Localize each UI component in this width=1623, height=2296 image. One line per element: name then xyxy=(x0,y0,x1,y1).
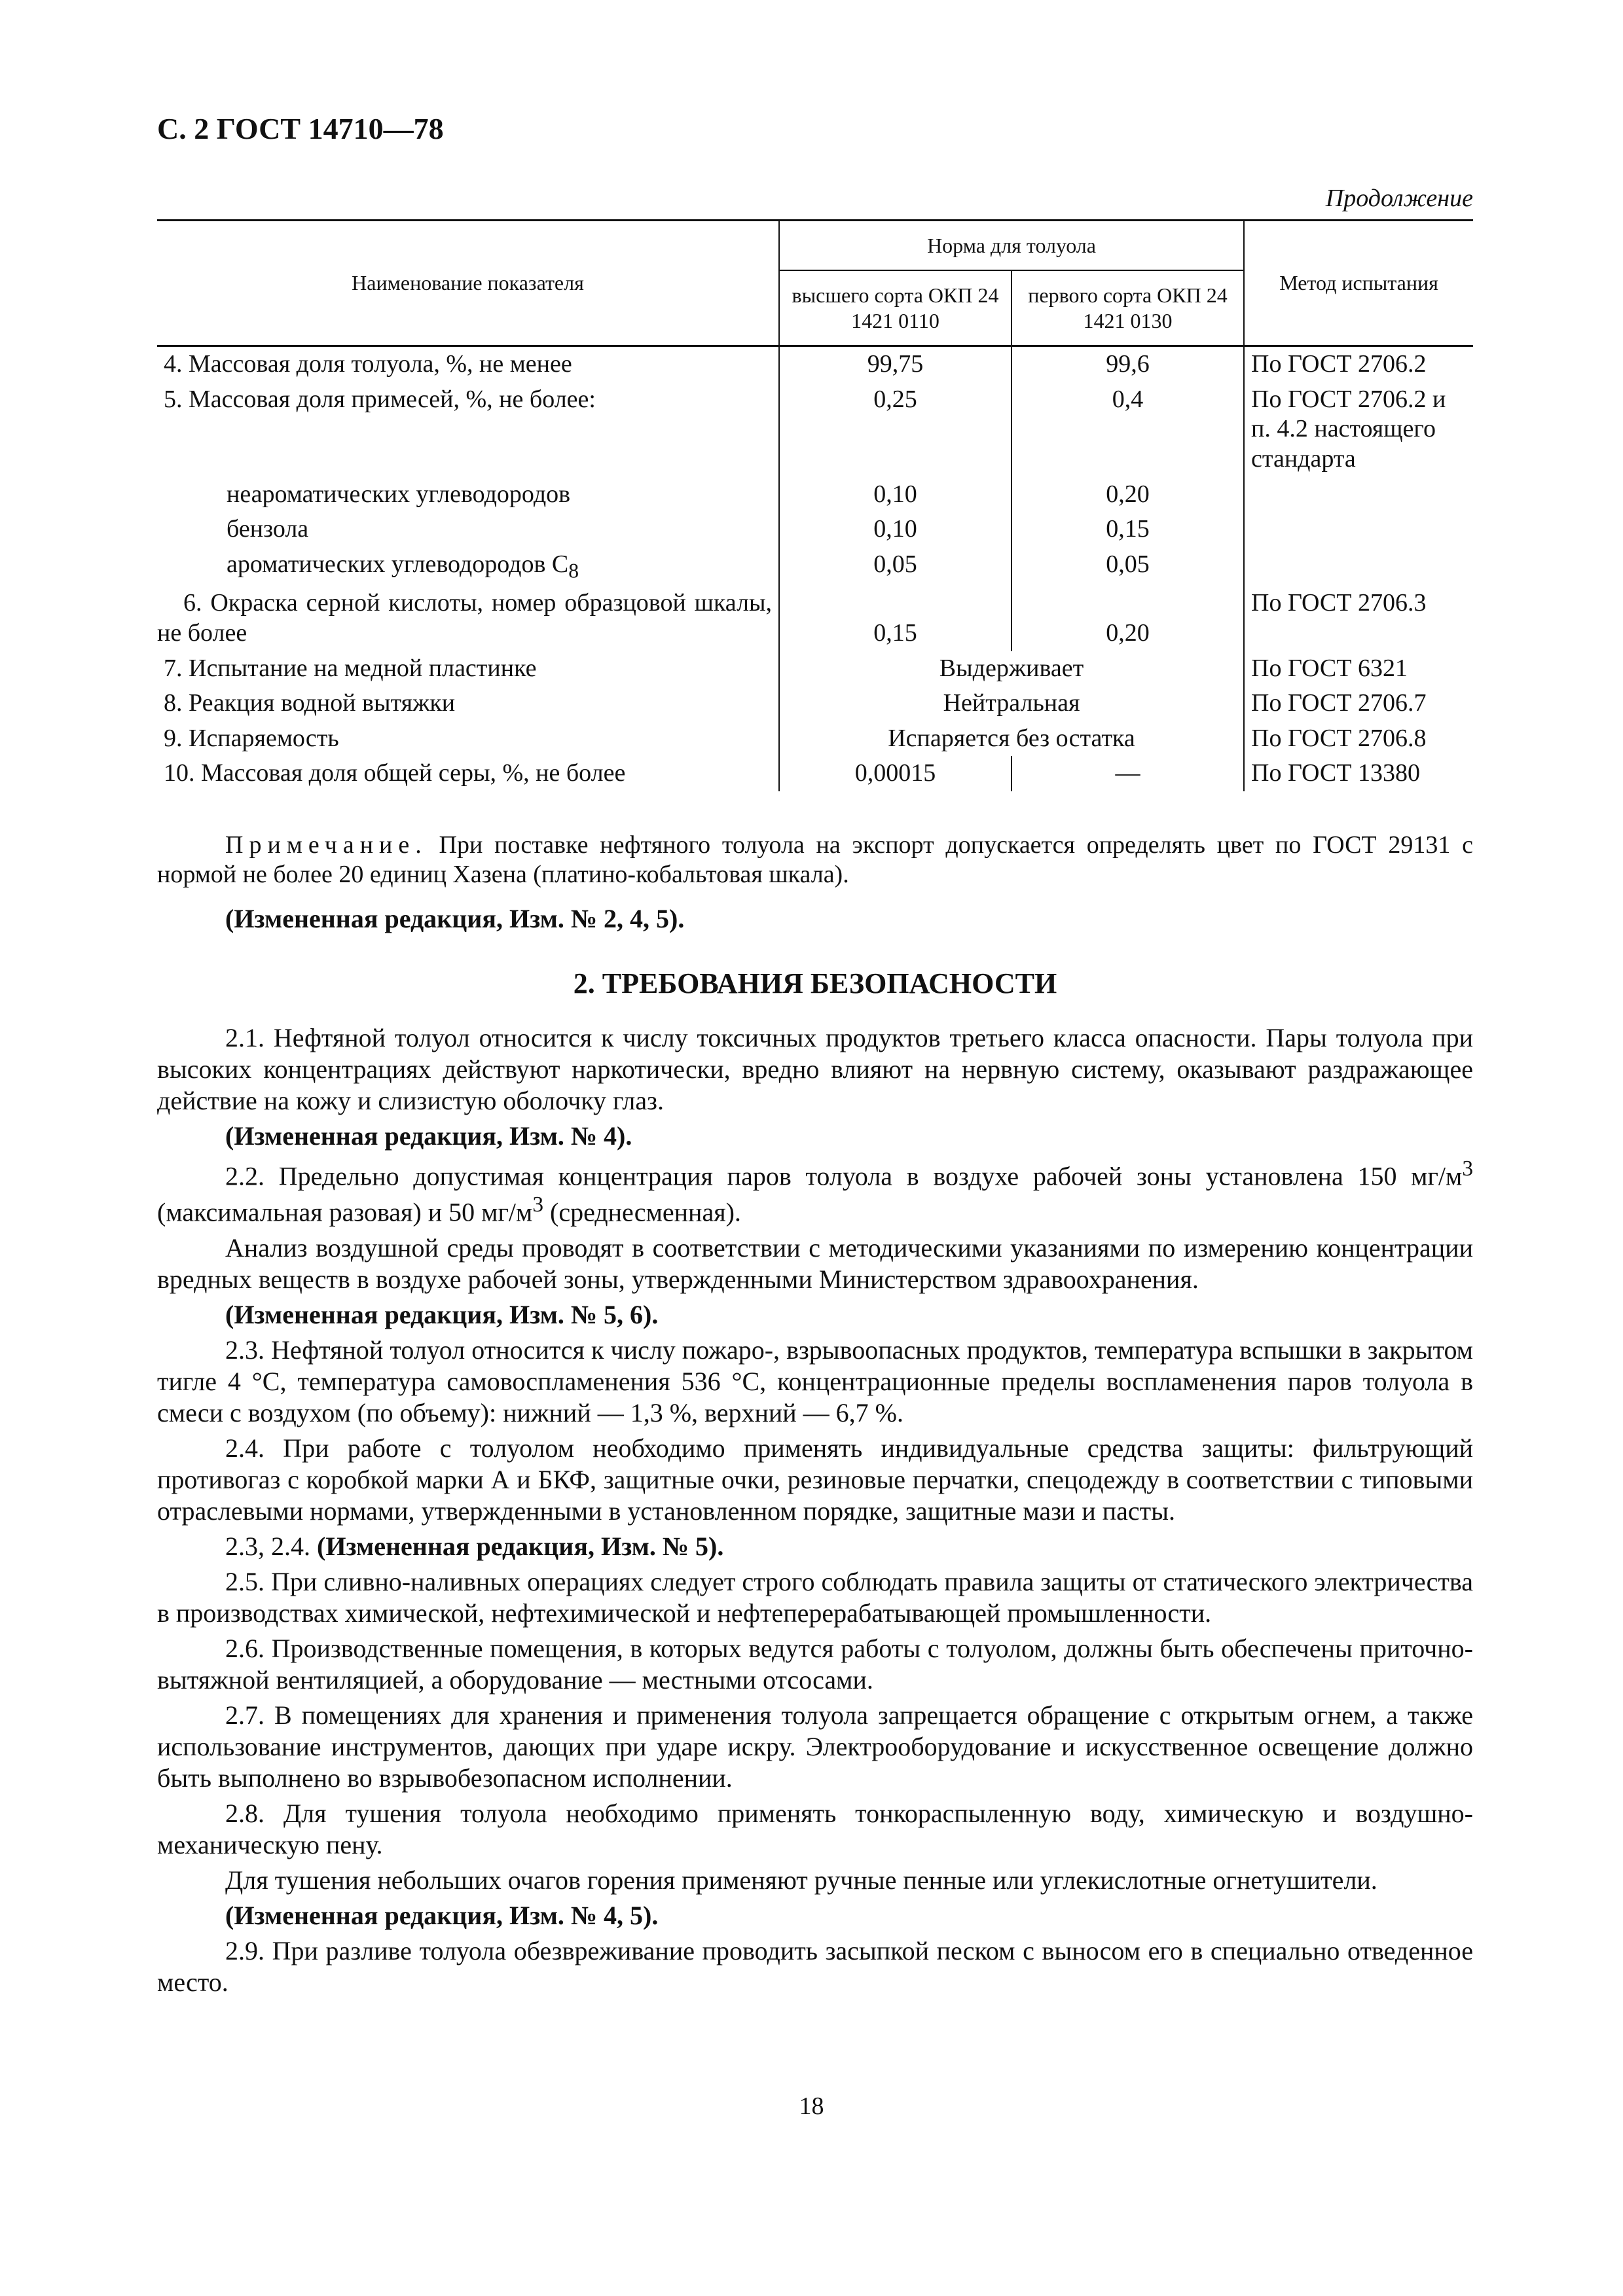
row-name: 6. Окраска серной кислоты, номер образцовой шкалы, не более xyxy=(157,586,779,651)
row-name xyxy=(157,547,779,586)
document-page xyxy=(157,111,1473,1998)
row-name: 5. Массовая доля примесей, %, не более: xyxy=(157,382,779,477)
row-name: бензола xyxy=(157,512,779,547)
amendment-note: (Измененная редакция, Изм. № 5, 6). xyxy=(225,1299,659,1329)
paragraph: Анализ воздушной среды проводят в соответствии с методическими указаниями по измерению концентрации вредных веществ в воздухе рабочей зоны, утвержденными Министерством здравоохранения. xyxy=(157,1232,1473,1294)
paragraph: 2.4. При работе с толуолом необходимо применять индивидуальные средства защиты: фильтрующий противогаз с коробкой марки А и БКФ, защитные очки, резиновые перчатки, спецодежду в соответствии с типовыми отраслевыми нормами, утвержденными в установленном порядке, защитные мази и пасты. xyxy=(157,1433,1473,1526)
paragraph-text: (максимальная разовая) и 50 мг/м xyxy=(157,1197,533,1227)
row-name: неароматических углеводородов xyxy=(157,477,779,512)
row-name: 8. Реакция водной вытяжки xyxy=(157,686,779,721)
row-value-first: 0,20 xyxy=(1012,477,1244,512)
row-value-top: 0,05 xyxy=(779,547,1012,586)
row-method: По ГОСТ 2706.2 xyxy=(1251,350,1427,378)
section-title: 2. ТРЕБОВАНИЯ БЕЗОПАСНОСТИ xyxy=(573,967,1057,1000)
row-value-merged: Нейтральная xyxy=(779,686,1244,721)
header-top-grade: высшего сорта ОКП 24 1421 0110 xyxy=(779,270,1012,346)
row-value-first: 0,05 xyxy=(1012,547,1244,586)
row-method xyxy=(1244,547,1473,586)
row-method: По ГОСТ 2706.3 xyxy=(1251,589,1427,617)
table-row xyxy=(157,686,1473,721)
paragraph: 2.5. При сливно-наливных операциях следует строго соблюдать правила защиты от статического электричества в производствах химической, нефтехимической и нефтеперерабатывающей промышленности. xyxy=(157,1566,1473,1628)
row-method: По ГОСТ 2706.7 xyxy=(1251,689,1427,717)
section-body xyxy=(157,1022,1473,1998)
table-row xyxy=(157,547,1473,586)
row-method: По ГОСТ 6321 xyxy=(1251,654,1408,682)
row-method xyxy=(1244,477,1473,512)
page-number: 18 xyxy=(799,2092,824,2120)
paragraph: 2.1. Нефтяной толуол относится к числу токсичных продуктов третьего класса опасности. Пары толуола при высоких концентрациях действуют наркотически, вредно влияют на нервную систему, оказывают раздражающее действие на кожу и слизистую оболочку глаз. xyxy=(157,1023,1473,1116)
paragraph: 2.9. При разливе толуола обезвреживание проводить засыпкой песком с выносом его в специально отведенное место. xyxy=(157,1935,1473,1997)
table-row xyxy=(157,512,1473,547)
header-norm: Норма для толуола xyxy=(779,221,1244,271)
row-name-subscript: 8 xyxy=(568,559,579,583)
superscript: 3 xyxy=(532,1193,543,1217)
note-text: При поставке нефтяного толуола на экспорт допускается определять цвет по ГОСТ 29131 с нормой не более 20 единиц Хазена (платино-кобальтовая шкала). xyxy=(157,831,1474,889)
header-method: Метод испытания xyxy=(1244,221,1473,346)
row-value-first: 99,6 xyxy=(1012,346,1244,382)
row-value-first: — xyxy=(1012,756,1244,791)
norms-table xyxy=(157,219,1473,791)
header-first-grade: первого сорта ОКП 24 1421 0130 xyxy=(1012,270,1244,346)
note-label: Примечание. xyxy=(225,831,428,859)
row-method xyxy=(1244,512,1473,547)
row-value-first: 0,4 xyxy=(1012,382,1244,477)
table-row xyxy=(157,382,1473,477)
table-row xyxy=(157,721,1473,757)
row-name: 7. Испытание на медной пластинке xyxy=(157,651,779,687)
row-value-top: 99,75 xyxy=(779,346,1012,382)
row-name: 4. Массовая доля толуола, %, не менее xyxy=(157,346,779,382)
table-row xyxy=(157,346,1473,382)
table-row xyxy=(157,756,1473,791)
amendment-note: (Измененная редакция, Изм. № 4, 5). xyxy=(225,1900,659,1930)
row-value-first: 0,15 xyxy=(1012,512,1244,547)
header-indicator-name: Наименование показателя xyxy=(157,221,779,346)
continuation-label: Продолжение xyxy=(1325,185,1473,212)
row-value-top: 0,00015 xyxy=(779,756,1012,791)
amendment-prefix: 2.3, 2.4. xyxy=(225,1531,317,1561)
table-row xyxy=(157,477,1473,512)
paragraph: 2.8. Для тушения толуола необходимо применять тонкораспыленную воду, химическую и воздушно-механическую пену. xyxy=(157,1798,1473,1859)
row-value-merged: Выдерживает xyxy=(779,651,1244,687)
paragraph xyxy=(157,1156,1473,1229)
row-method: По ГОСТ 2706.2 и п. 4.2 настоящего стандарта xyxy=(1251,385,1446,473)
paragraph: 2.6. Производственные помещения, в которых ведутся работы с толуолом, должны быть обеспечены приточно-вытяжной вентиляцией, а оборудование — местными отсосами. xyxy=(157,1633,1473,1695)
note-amendment: (Измененная редакция, Изм. № 2, 4, 5). xyxy=(225,904,685,934)
row-value-top: 0,15 xyxy=(779,586,1012,651)
row-value-merged: Испаряется без остатка xyxy=(779,721,1244,757)
paragraph: 2.7. В помещениях для хранения и применения толуола запрещается обращение с открытым огнем, а также использование инструментов, дающих при ударе искру. Электрооборудование и искусственное освещение должно быть выполнено во взрывобезопасном исполнении. xyxy=(157,1700,1473,1793)
row-value-top: 0,10 xyxy=(779,477,1012,512)
row-value-first: 0,20 xyxy=(1012,586,1244,651)
superscript: 3 xyxy=(1462,1157,1473,1181)
row-value-top: 0,25 xyxy=(779,382,1012,477)
row-name: 10. Массовая доля общей серы, %, не более xyxy=(157,756,779,791)
paragraph: 2.3. Нефтяной толуол относится к числу пожаро-, взрывоопасных продуктов, температура вспышки в закрытом тигле 4 °С, температура самовоспламенения 536 °С, концентрационные пределы воспламенения паров толуола в смеси с воздухом (по объему): нижний — 1,3 %, верхний — 6,7 %. xyxy=(157,1335,1473,1427)
table-note xyxy=(157,831,1473,890)
amendment-line xyxy=(157,1531,1473,1562)
row-method: По ГОСТ 13380 xyxy=(1251,759,1420,787)
paragraph-text: (среднесменная). xyxy=(543,1197,741,1227)
row-value-top: 0,10 xyxy=(779,512,1012,547)
row-name-text: ароматических углеводородов C xyxy=(227,550,569,578)
row-method: По ГОСТ 2706.8 xyxy=(1251,724,1427,752)
table-row xyxy=(157,586,1473,651)
table-row xyxy=(157,651,1473,687)
amendment-note: (Измененная редакция, Изм. № 5). xyxy=(317,1531,724,1561)
page-header: С. 2 ГОСТ 14710—78 xyxy=(157,112,444,145)
row-name: 9. Испаряемость xyxy=(157,721,779,757)
amendment-note: (Измененная редакция, Изм. № 4). xyxy=(225,1121,632,1151)
paragraph-text: 2.2. Предельно допустимая концентрация паров толуола в воздухе рабочей зоны установлена 150 мг/м xyxy=(225,1161,1463,1191)
paragraph: Для тушения небольших очагов горения применяют ручные пенные или углекислотные огнетушители. xyxy=(225,1865,1377,1895)
